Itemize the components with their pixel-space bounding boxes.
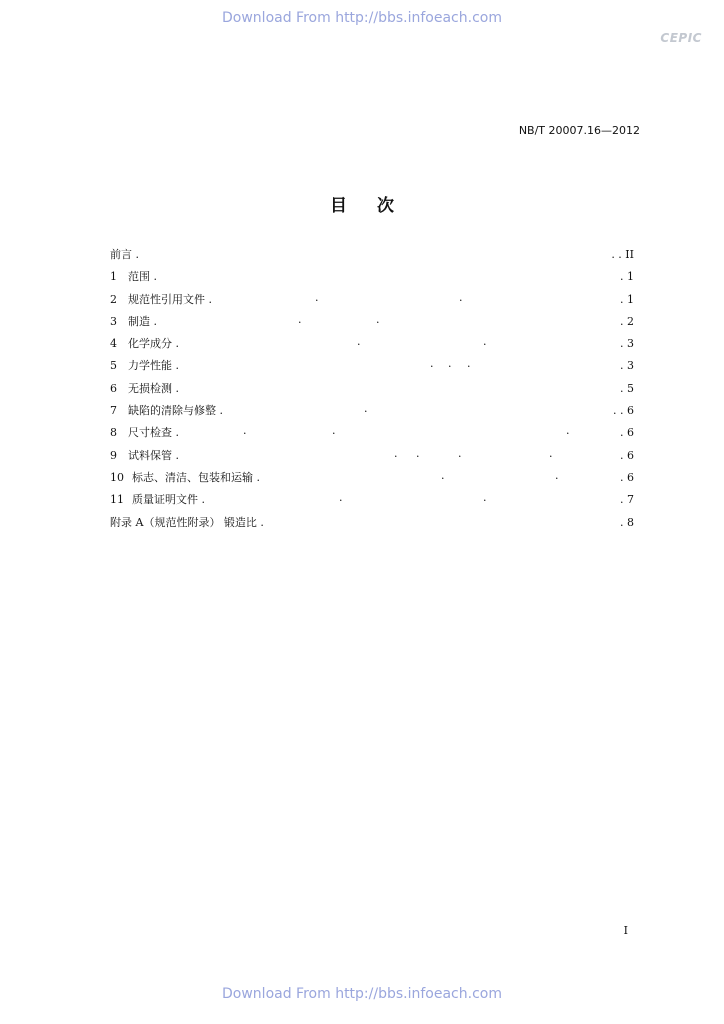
toc-entry-number: 7 bbox=[110, 404, 117, 418]
toc-entry-label bbox=[110, 489, 205, 511]
toc-entry-2[interactable] bbox=[110, 289, 634, 311]
toc-entry-label bbox=[110, 467, 260, 489]
leader-dot: . bbox=[555, 468, 559, 482]
toc-entry-6[interactable] bbox=[110, 378, 634, 400]
toc-entry-title: 范围 . bbox=[128, 270, 157, 284]
toc-entry-number: 6 bbox=[110, 381, 117, 395]
toc-entry-3[interactable] bbox=[110, 311, 634, 333]
toc-title bbox=[0, 191, 724, 216]
toc-entry-label bbox=[110, 445, 179, 467]
toc-entry-title: 力学性能 . bbox=[128, 359, 179, 373]
toc-entry-page: . 7 bbox=[620, 493, 634, 507]
toc-title-right: 次 bbox=[377, 196, 394, 216]
leader-dot: . bbox=[364, 402, 368, 416]
leader-dot: . bbox=[441, 468, 445, 482]
leader-dot: . bbox=[566, 424, 570, 438]
watermark-bottom: Download From http://bbs.infoeach.com bbox=[222, 986, 502, 1002]
toc-entry-page: . 1 bbox=[620, 292, 634, 306]
toc-entry-number: 1 bbox=[110, 270, 117, 284]
toc-entry-page: . 3 bbox=[620, 359, 634, 373]
toc-entry-number: 8 bbox=[110, 426, 117, 440]
toc-entry-page: . 6 bbox=[620, 470, 634, 484]
toc-entry-page: . 6 bbox=[620, 448, 634, 462]
leader-dot: . bbox=[549, 446, 553, 460]
toc-entry-number: 9 bbox=[110, 448, 117, 462]
toc-entry-page: . 6 bbox=[620, 426, 634, 440]
toc-entry-page: . 5 bbox=[620, 381, 634, 395]
toc-entry-label bbox=[110, 311, 157, 333]
toc-entry-page: . 3 bbox=[620, 337, 634, 351]
leader-dot: . bbox=[332, 424, 336, 438]
publisher-logo: CEPIC bbox=[660, 31, 702, 45]
toc-entry-10[interactable] bbox=[110, 467, 634, 489]
toc-title-left: 目 bbox=[330, 196, 347, 216]
watermark-top: Download From http://bbs.infoeach.com bbox=[222, 10, 502, 26]
leader-dot: . bbox=[394, 446, 398, 460]
toc-entry-5[interactable] bbox=[110, 355, 634, 377]
toc-entry-label bbox=[110, 400, 223, 422]
toc-entry-number: 3 bbox=[110, 314, 117, 328]
toc-entry-label bbox=[110, 378, 179, 400]
toc-entry-title: 附录 A（规范性附录） 锻造比 . bbox=[110, 515, 264, 529]
toc-entry-title: 制造 . bbox=[128, 314, 157, 328]
toc-entry-title: 缺陷的清除与修整 . bbox=[128, 404, 223, 418]
standard-code: NB/T 20007.16—2012 bbox=[518, 124, 640, 137]
leader-dot: . bbox=[483, 335, 487, 349]
toc-entry-title: 质量证明文件 . bbox=[132, 493, 205, 507]
toc-entry-4[interactable] bbox=[110, 333, 634, 355]
toc-entry-number: 11 bbox=[110, 493, 124, 507]
leader-dot: . bbox=[376, 312, 380, 326]
toc-entry-appendix-a[interactable] bbox=[110, 512, 634, 534]
toc-entry-number: 2 bbox=[110, 292, 117, 306]
toc-entry-label bbox=[110, 355, 179, 377]
leader-dot: . bbox=[243, 424, 247, 438]
toc-entry-title: 标志、清洁、包装和运输 . bbox=[132, 470, 260, 484]
toc-entry-8[interactable] bbox=[110, 422, 634, 444]
toc-entry-title: 规范性引用文件 . bbox=[128, 292, 212, 306]
leader-dot: . bbox=[298, 312, 302, 326]
toc-entry-title: 无损检测 . bbox=[128, 381, 179, 395]
toc-entry-page: . 2 bbox=[620, 314, 634, 328]
leader-dot: . bbox=[416, 446, 420, 460]
leader-dot: . bbox=[448, 357, 452, 371]
toc-entry-preface[interactable] bbox=[110, 244, 634, 266]
leader-dot: . bbox=[430, 357, 434, 371]
toc-entry-label bbox=[110, 422, 179, 444]
toc-entry-11[interactable] bbox=[110, 489, 634, 511]
toc-entry-page: . . II bbox=[611, 248, 634, 261]
toc-entry-title: 化学成分 . bbox=[128, 337, 179, 351]
toc-entry-page: . . 6 bbox=[613, 404, 634, 418]
page-number: I bbox=[623, 924, 628, 937]
leader-dot: . bbox=[458, 446, 462, 460]
toc-entry-label bbox=[110, 289, 212, 311]
leader-dot: . bbox=[315, 290, 319, 304]
leader-dot: . bbox=[357, 335, 361, 349]
toc-entry-number: 10 bbox=[110, 470, 124, 484]
toc-entry-title: 尺寸检查 . bbox=[128, 426, 179, 440]
toc-entry-7[interactable] bbox=[110, 400, 634, 422]
toc-entry-title: 试料保管 . bbox=[128, 448, 179, 462]
toc-entry-title: 前言 . bbox=[110, 248, 139, 261]
leader-dot: . bbox=[467, 357, 471, 371]
leader-dot: . bbox=[339, 491, 343, 505]
table-of-contents bbox=[110, 244, 634, 534]
toc-entry-page: . 1 bbox=[620, 270, 634, 284]
toc-entry-label bbox=[110, 333, 179, 355]
leader-dot: . bbox=[483, 491, 487, 505]
toc-entry-number: 4 bbox=[110, 337, 117, 351]
leader-dot: . bbox=[459, 290, 463, 304]
toc-entry-1[interactable] bbox=[110, 266, 634, 288]
toc-entry-number: 5 bbox=[110, 359, 117, 373]
toc-entry-9[interactable] bbox=[110, 445, 634, 467]
toc-entry-label bbox=[110, 266, 157, 288]
toc-entry-page: . 8 bbox=[620, 515, 634, 529]
